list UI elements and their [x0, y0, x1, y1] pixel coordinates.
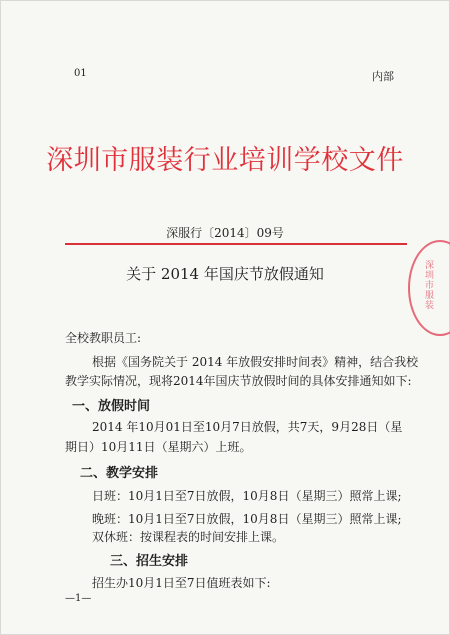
- classification-label: 内部: [372, 70, 394, 83]
- section-heading-holiday: 一、放假时间: [72, 399, 151, 414]
- reference-number: 深服行〔2014〕09号: [166, 226, 284, 240]
- official-seal-stamp: [408, 240, 450, 336]
- teaching-line-day: 日班：10月1日至7日放假，10月8日（星期三）照常上课;: [92, 489, 402, 503]
- teaching-line-evening: 晚班：10月1日至7日放假，10月8日（星期三）照常上课;: [92, 512, 402, 526]
- doc-number: 01: [74, 68, 87, 79]
- salutation: 全校教职员工:: [65, 331, 142, 345]
- org-header-title: 深圳市服装行业培训学校文件: [46, 145, 404, 176]
- section-heading-admissions: 三、招生安排: [110, 554, 189, 569]
- page-number: —1—: [65, 593, 92, 604]
- intro-line-1: 根据《国务院关于 2014 年放假安排时间表》精神，结合我校: [92, 355, 419, 369]
- holiday-line-2: 期日）10月11日（星期六）上班。: [65, 440, 252, 454]
- holiday-line-1: 2014 年10月01日至10月7日放假，共7天，9月28日（星: [92, 420, 403, 434]
- teaching-line-weekend: 双休班：按课程表的时间安排上课。: [92, 530, 285, 544]
- stamp-text: 深圳市服装: [423, 260, 433, 310]
- intro-line-2: 教学实际情况，现将2014年国庆节放假时间的具体安排通知如下:: [65, 374, 412, 388]
- admissions-line: 招生办10月1日至7日值班表如下:: [92, 576, 271, 590]
- red-divider-rule: [65, 243, 407, 245]
- section-heading-teaching: 二、教学安排: [80, 466, 159, 481]
- notice-title: 关于 2014 年国庆节放假通知: [126, 265, 324, 283]
